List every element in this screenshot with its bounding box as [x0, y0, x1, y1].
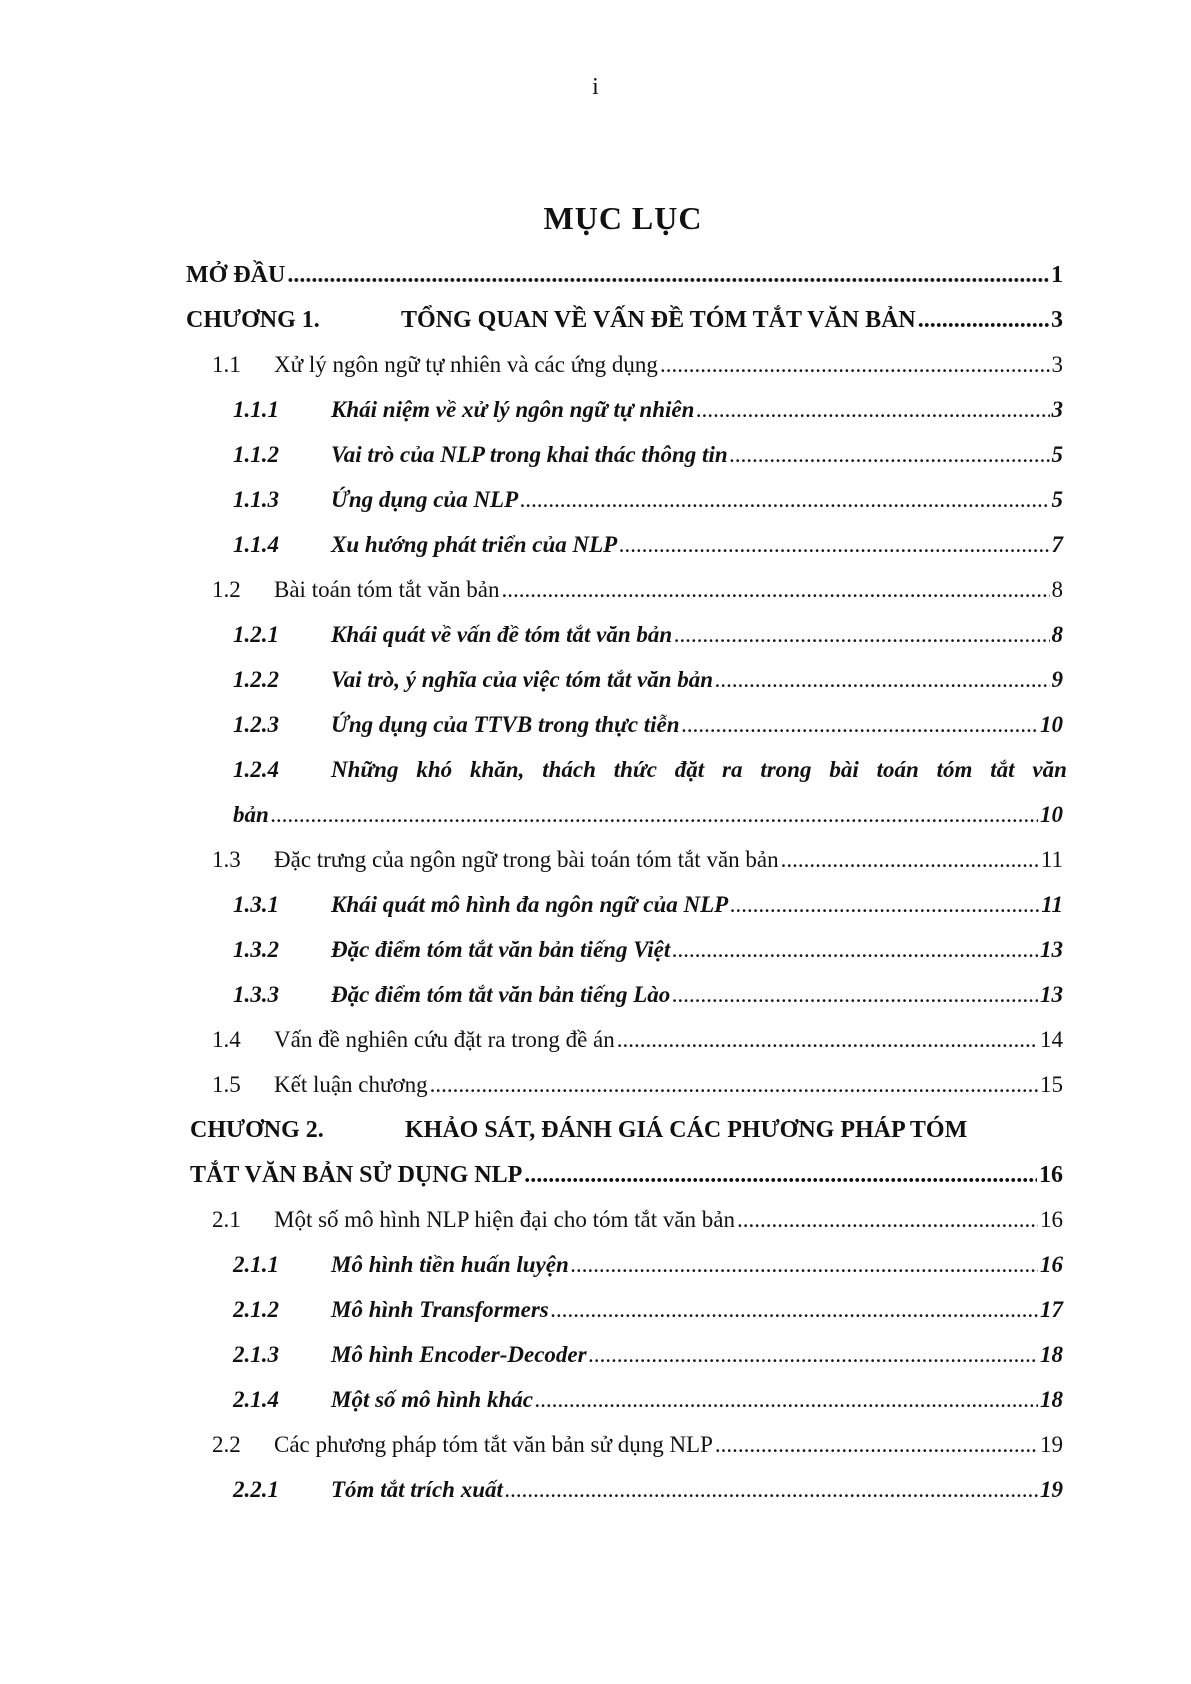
entry-number: CHƯƠNG 1. [186, 307, 320, 333]
entry-title: Các phương pháp tóm tắt văn bản sử dụng NLP [274, 1432, 713, 1457]
entry-page: 8 [1051, 577, 1063, 602]
toc-entry[interactable] [233, 1473, 1063, 1507]
dot-leader [715, 1428, 1038, 1462]
toc-entry[interactable] [233, 1248, 1063, 1282]
entry-number: 1.1.3 [233, 487, 279, 512]
entry-page: 13 [1040, 937, 1063, 962]
entry-page: 11 [1041, 892, 1063, 917]
entry-title: MỞ ĐẦU [186, 262, 286, 288]
entry-title: Vấn đề nghiên cứu đặt ra trong đề án [274, 1027, 615, 1052]
entry-title-word: tắt [990, 757, 1015, 782]
toc-entry[interactable] [233, 1338, 1063, 1372]
entry-page: 16 [1040, 1207, 1063, 1232]
dot-leader [781, 843, 1039, 877]
entry-title-word: thách [542, 757, 596, 782]
dot-leader [287, 258, 1049, 292]
toc-entry[interactable] [212, 843, 1063, 877]
dot-leader [696, 393, 1049, 427]
entry-title-word: toán [876, 757, 919, 782]
toc-entry[interactable] [233, 1293, 1063, 1327]
entry-title-word: bài [829, 757, 859, 782]
toc-entry[interactable] [233, 708, 1063, 742]
entry-page: 19 [1040, 1477, 1063, 1502]
entry-page: 11 [1040, 847, 1063, 872]
entry-title: Khái quát về vấn đề tóm tắt văn bản [331, 622, 673, 647]
entry-page: 15 [1040, 1072, 1063, 1097]
toc-entry[interactable] [212, 1068, 1063, 1102]
entry-number: 2.1.1 [233, 1252, 279, 1277]
entry-page: 3 [1051, 307, 1063, 333]
entry-page: 19 [1040, 1432, 1063, 1457]
toc-entry[interactable] [233, 1383, 1063, 1417]
entry-number: 1.2 [212, 577, 241, 602]
entry-page: 5 [1051, 442, 1063, 467]
entry-title: Ứng dụng của TTVB trong thực tiễn [331, 712, 680, 737]
entry-title: KHẢO SÁT, ĐÁNH GIÁ CÁC PHƯƠNG PHÁP TÓM [405, 1117, 968, 1143]
dot-leader [535, 1383, 1038, 1417]
dot-leader [730, 438, 1050, 472]
dot-leader [682, 708, 1038, 742]
entry-title-continued: bản [233, 802, 269, 827]
entry-title: Vai trò, ý nghĩa của việc tóm tắt văn bản [331, 667, 714, 692]
entry-title-word: khăn, [470, 757, 525, 782]
entry-title: Mô hình Encoder-Decoder [331, 1342, 587, 1367]
toc-entry[interactable] [212, 1428, 1063, 1462]
dot-leader [589, 1338, 1038, 1372]
entry-title-word: Những [331, 757, 399, 782]
dot-leader [524, 1158, 1037, 1192]
toc-entry[interactable] [233, 393, 1063, 427]
dot-leader [674, 618, 1049, 652]
entry-page: 7 [1051, 532, 1063, 557]
dot-leader [672, 978, 1038, 1012]
entry-title: Vai trò của NLP trong khai thác thông tin [331, 442, 728, 467]
dot-leader [571, 1248, 1038, 1282]
toc-entry[interactable] [233, 753, 1067, 787]
entry-title: Một số mô hình khác [331, 1387, 533, 1412]
entry-page: 16 [1039, 1162, 1063, 1188]
dot-leader [918, 303, 1049, 337]
toc-entry[interactable] [233, 978, 1063, 1012]
entry-title: Mô hình Transformers [331, 1297, 549, 1322]
dot-leader [617, 1023, 1038, 1057]
dot-leader [520, 483, 1049, 517]
entry-number: 2.1.2 [233, 1297, 279, 1322]
entry-page: 13 [1040, 982, 1063, 1007]
entry-title: Ứng dụng của NLP [331, 487, 519, 512]
entry-page: 18 [1040, 1387, 1063, 1412]
entry-title: Đặc điểm tóm tắt văn bản tiếng Lào [331, 982, 671, 1007]
dot-leader [430, 1068, 1038, 1102]
entry-number: 1.2.1 [233, 622, 279, 647]
entry-page: 10 [1040, 802, 1063, 827]
entry-title: Tóm tắt trích xuất [331, 1477, 503, 1502]
entry-title: Khái quát mô hình đa ngôn ngữ của NLP [331, 892, 729, 917]
entry-page: 10 [1040, 712, 1063, 737]
entry-number: 1.1.4 [233, 532, 279, 557]
toc-entry[interactable] [233, 483, 1063, 517]
dot-leader [737, 1203, 1038, 1237]
entry-number: 2.2.1 [233, 1477, 279, 1502]
entry-title-continued: TẮT VĂN BẢN SỬ DỤNG NLP [190, 1162, 523, 1188]
entry-title: Khái niệm về xử lý ngôn ngữ tự nhiên [331, 397, 695, 422]
dot-leader [505, 1473, 1038, 1507]
entry-page: 1 [1051, 262, 1063, 288]
toc-entry[interactable] [186, 303, 1063, 337]
entry-title-word: tóm [936, 757, 973, 782]
entry-title-word: thức [613, 757, 657, 782]
entry-number: 1.1.2 [233, 442, 279, 467]
toc-entry[interactable] [212, 573, 1063, 607]
entry-page: 18 [1040, 1342, 1063, 1367]
entry-title [331, 753, 1067, 787]
entry-number: 1.1 [212, 352, 241, 377]
entry-number: 1.2.3 [233, 712, 279, 737]
entry-page: 3 [1051, 397, 1063, 422]
toc-title: MỤC LỤC [543, 200, 703, 236]
toc-entry[interactable] [233, 618, 1063, 652]
entry-title-word: văn [1032, 757, 1067, 782]
entry-title: Một số mô hình NLP hiện đại cho tóm tắt văn bản [274, 1207, 736, 1232]
entry-number: 1.3 [212, 847, 241, 872]
entry-number: 1.2.4 [233, 757, 279, 782]
toc-entry[interactable] [212, 348, 1063, 382]
dot-leader [660, 348, 1050, 382]
toc-entry[interactable] [212, 1023, 1063, 1057]
toc-entry[interactable] [190, 1113, 1063, 1147]
entry-number: 2.1.4 [233, 1387, 279, 1412]
entry-number: 2.1.3 [233, 1342, 279, 1367]
toc-entry[interactable] [212, 1203, 1063, 1237]
dot-leader [672, 933, 1038, 967]
toc-entry[interactable] [186, 258, 1063, 292]
entry-title: Xu hướng phát triển của NLP [331, 532, 618, 557]
entry-title-word: ra [722, 757, 743, 782]
dot-leader [715, 663, 1049, 697]
dot-leader [271, 798, 1038, 832]
entry-page: 17 [1040, 1297, 1063, 1322]
toc-entry[interactable] [233, 888, 1063, 922]
entry-title: Bài toán tóm tắt văn bản [274, 577, 500, 602]
entry-title: Mô hình tiền huấn luyện [331, 1252, 569, 1277]
toc-entry[interactable] [233, 438, 1063, 472]
entry-page: 8 [1051, 622, 1063, 647]
page-number: i [592, 74, 599, 100]
entry-title: Xử lý ngôn ngữ tự nhiên và các ứng dụng [274, 352, 658, 377]
entry-title: Đặc trưng của ngôn ngữ trong bài toán tóm tắt văn bản [274, 847, 779, 872]
entry-title-word: khó [416, 757, 453, 782]
entry-number: 1.3.1 [233, 892, 279, 917]
entry-page: 16 [1040, 1252, 1063, 1277]
toc-entry[interactable] [233, 528, 1063, 562]
toc-entry[interactable] [190, 1158, 1063, 1192]
dot-leader [501, 573, 1049, 607]
dot-leader [730, 888, 1039, 922]
entry-title: Kết luận chương [274, 1072, 428, 1097]
dot-leader [619, 528, 1049, 562]
entry-page: 9 [1051, 667, 1063, 692]
toc-entry[interactable] [233, 933, 1063, 967]
entry-title: TỔNG QUAN VỀ VẤN ĐỀ TÓM TẮT VĂN BẢN [401, 307, 916, 333]
entry-number: 2.2 [212, 1432, 241, 1457]
dot-leader [551, 1293, 1038, 1327]
entry-number: 1.2.2 [233, 667, 279, 692]
entry-number: 1.5 [212, 1072, 241, 1097]
entry-page: 5 [1051, 487, 1063, 512]
entry-number: CHƯƠNG 2. [190, 1117, 324, 1143]
entry-page: 14 [1040, 1027, 1063, 1052]
entry-number: 1.4 [212, 1027, 241, 1052]
entry-title-word: đặt [674, 757, 705, 782]
entry-number: 2.1 [212, 1207, 241, 1232]
entry-number: 1.1.1 [233, 397, 279, 422]
toc-entry[interactable] [233, 663, 1063, 697]
entry-number: 1.3.2 [233, 937, 279, 962]
entry-number: 1.3.3 [233, 982, 279, 1007]
toc-entry[interactable] [233, 798, 1063, 832]
entry-page: 3 [1051, 352, 1063, 377]
entry-title-word: trong [760, 757, 812, 782]
entry-title: Đặc điểm tóm tắt văn bản tiếng Việt [331, 937, 671, 962]
